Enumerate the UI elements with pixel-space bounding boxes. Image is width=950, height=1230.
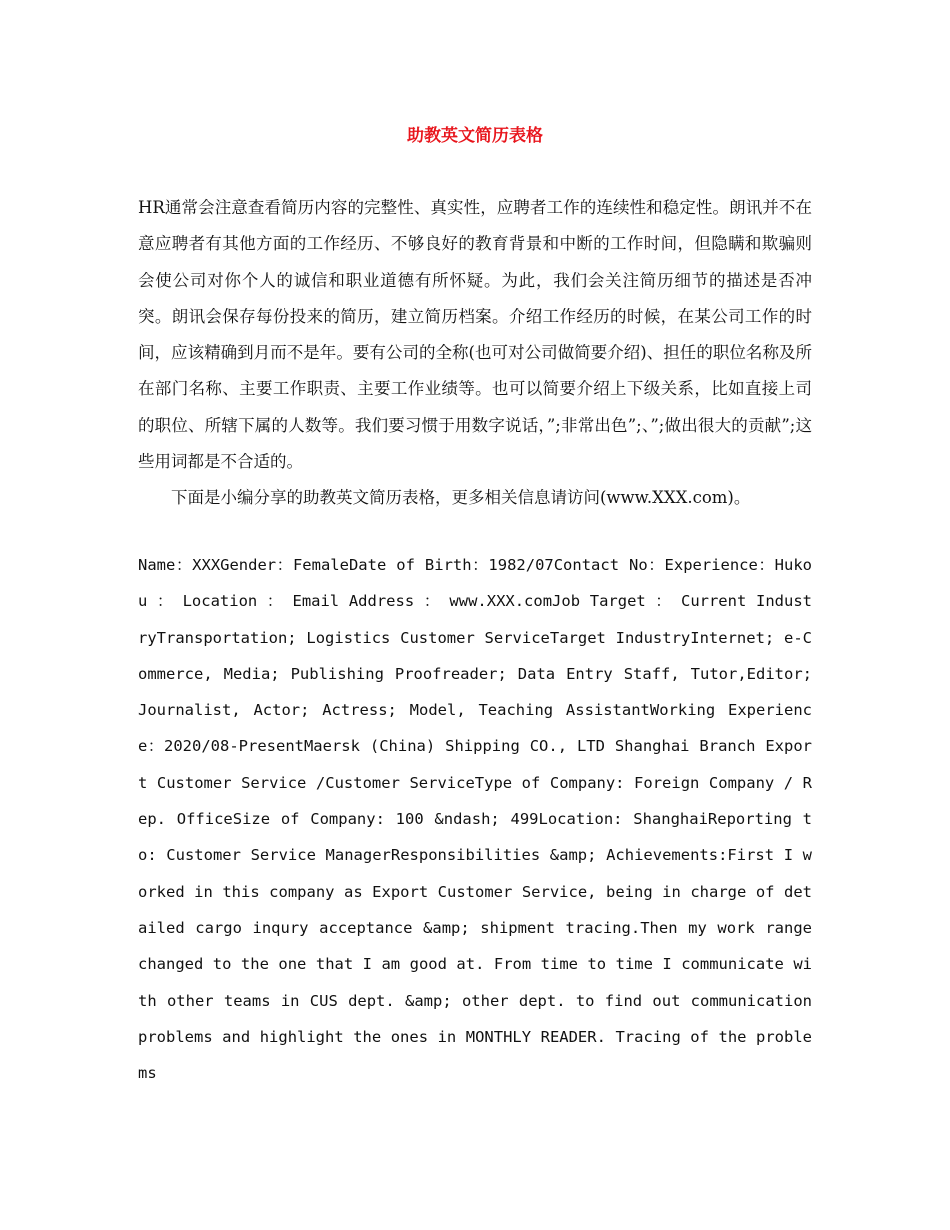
intro-paragraph: HR通常会注意查看简历内容的完整性、真实性，应聘者工作的连续性和稳定性。朗讯并不在意应聘者有其他方面的工作经历、不够良好的教育背景和中断的工作时间，但隐瞒和欺骗则会使公司对你个人的诚信和职业道德有所怀疑。为此，我们会关注简历细节的描述是否冲突。朗讯会保存每份投来的简历，建立简历档案。介绍工作经历的时候，在某公司工作的时间，应该精确到月而不是年。要有公司的全称(也可对公司做简要介绍)、担任的职位名称及所在部门名称、主要工作职责、主要工作业绩等。也可以简要介绍上下级关系，比如直接上司的职位、所辖下属的人数等。我们要习惯于用数字说话，”;非常出色”;、”;做出很大的贡献”;这些用词都是不合适的。 xyxy=(138,198,812,472)
resume-text: Name：XXXGender：FemaleDate of Birth：1982/07Contact No：Experience：Hukou ： Location ： Email Address ： www.XXX.comJob Target ： Current IndustryTransportation; Logistics Customer ServiceTarget IndustryInternet; e-Commerce, Media; Publishing Proofreader; Data Entry Staff, Tutor,Editor; Journalist, Actor; Actress; Model, Teaching AssistantWorking Experience：2020/08-PresentMaersk (China) Shipping CO., LTD Shanghai Branch Export Customer Service /Customer ServiceType of Company: Foreign Company / Rep. OfficeSize of Company: 100 &ndash; 499Location: ShanghaiReporting to: Customer Service ManagerResponsibilities &amp; Achievements:First I worked in this company as Export Customer Service, being in charge of detailed cargo inqury acceptance &amp; shipment tracing.Then my work range changed to the one that I am good at. From time to time I communicate with other teams in CUS dept. &amp; other dept. to find out communication problems and highlight the ones in MONTHLY READER. Tracing of the problems xyxy=(138,556,812,1083)
intro-section xyxy=(138,190,812,517)
resume-section xyxy=(138,547,812,1091)
lead-paragraph: 下面是小编分享的助教英文简历表格，更多相关信息请访问(www.XXX.com)。 xyxy=(171,488,751,508)
document-title: 助教英文简历表格 xyxy=(407,126,543,146)
